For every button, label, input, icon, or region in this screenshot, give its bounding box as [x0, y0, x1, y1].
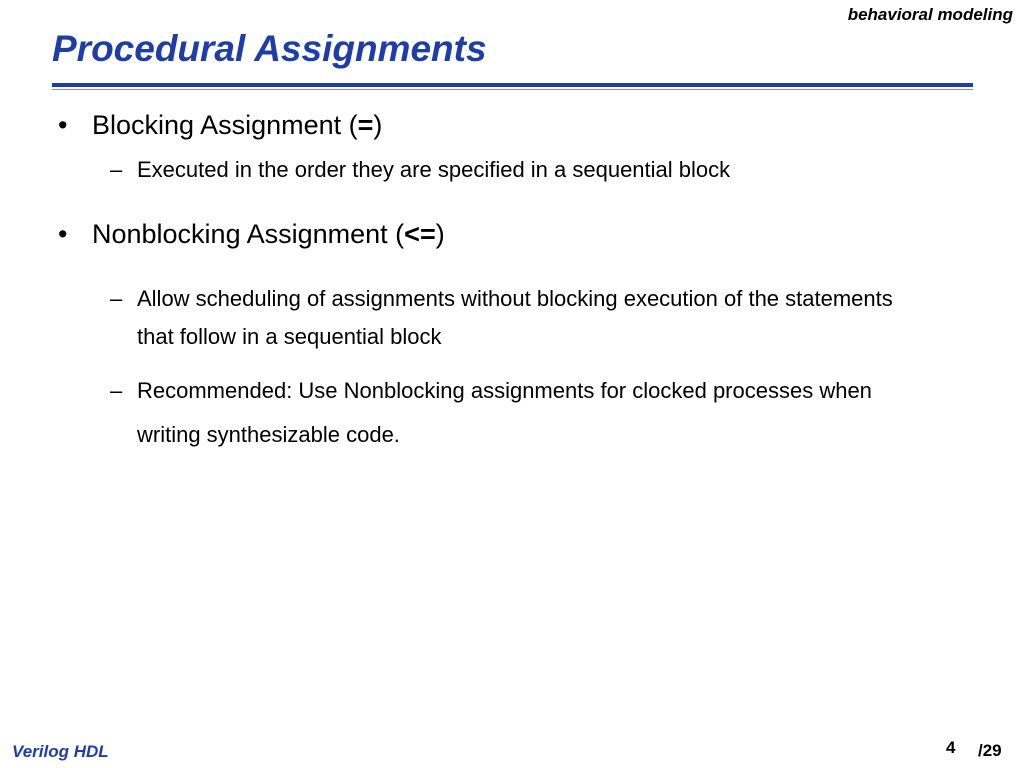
- bullet-code: <=: [404, 219, 436, 249]
- slide-title: Procedural Assignments: [52, 28, 487, 69]
- sub-bullet: [110, 280, 910, 356]
- bullet-blocking-assignment: [58, 110, 382, 141]
- page-number: 4: [946, 738, 956, 757]
- footer-course-name: Verilog HDL: [12, 742, 109, 761]
- title-rule: [52, 83, 973, 87]
- sub-bullet-text: Recommended: Use Nonblocking assignments for clocked processes when writing synthesizable code.: [137, 378, 872, 447]
- bullet-text: Nonblocking Assignment (: [92, 219, 405, 249]
- bullet-nonblocking-assignment: [58, 219, 445, 250]
- page-total: /29: [978, 741, 1002, 760]
- bullet-text-end: ): [435, 219, 445, 249]
- sub-bullet: [110, 157, 910, 183]
- bullet-text-end: ): [373, 110, 383, 140]
- bullet-code: =: [357, 110, 374, 140]
- bullet-marker: •: [58, 219, 68, 249]
- sub-bullet: [110, 369, 910, 457]
- bullet-text: Blocking Assignment (: [92, 110, 358, 140]
- sub-bullet-text: Allow scheduling of assignments without blocking execution of the statements that follow in a sequential block: [137, 286, 893, 349]
- sub-bullet-marker: –: [110, 378, 123, 403]
- sub-bullet-marker: –: [110, 157, 123, 182]
- sub-bullet-text: Executed in the order they are specified in a sequential block: [137, 157, 731, 182]
- title-rule-thin: [52, 89, 973, 90]
- section-tag: behavioral modeling: [847, 5, 1013, 24]
- bullet-marker: •: [58, 110, 68, 140]
- sub-bullet-marker: –: [110, 286, 123, 311]
